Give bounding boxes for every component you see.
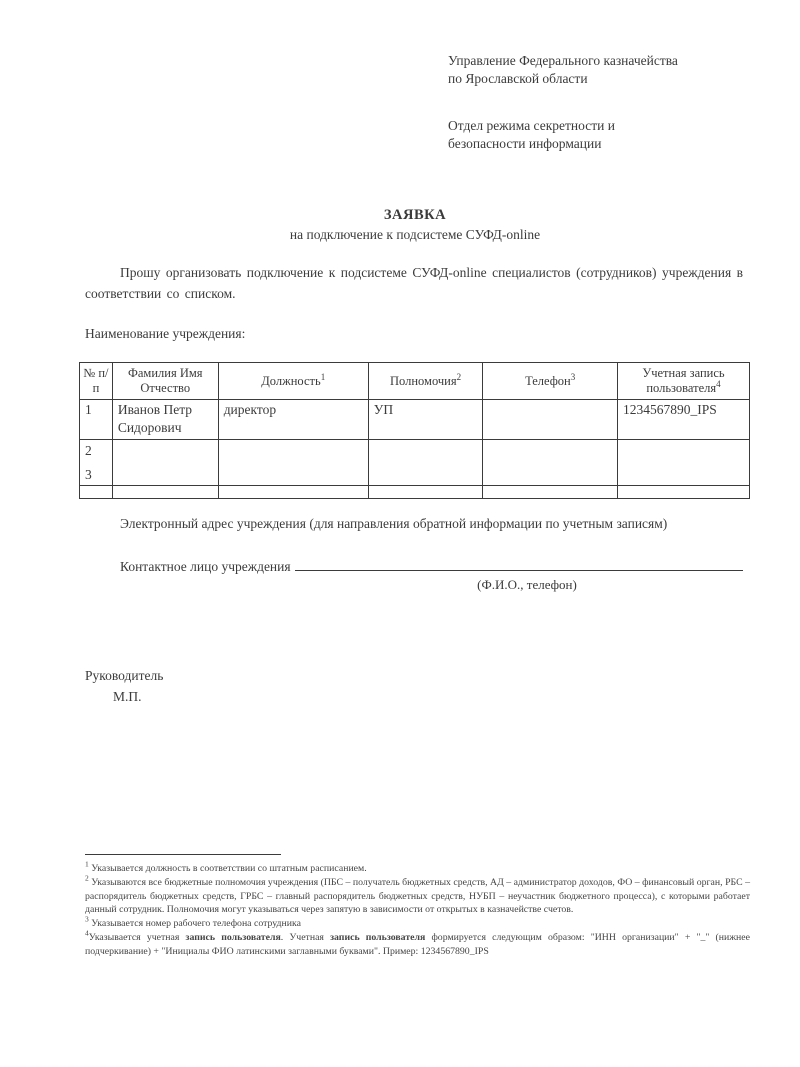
- header-account: Учетная запись пользователя$^4$: [617, 363, 749, 400]
- footnotes-block: [85, 854, 750, 959]
- recipient-org-line1: Управление Федерального казначейства: [448, 53, 678, 68]
- organization-name-label: Наименование учреждения:: [85, 326, 246, 341]
- document-subtitle: на подключение к подсистеме СУФД-online: [289, 227, 541, 242]
- header-position: Должность$^1$: [218, 363, 368, 400]
- cell-number: 2 3: [80, 440, 113, 486]
- contact-person-line: [85, 555, 743, 575]
- email-paragraph: Электронный адрес учреждения (для направления обратной информации по учетным записям): [120, 516, 668, 531]
- footnote-separator-rule: [85, 854, 281, 855]
- footnote-ref-4: 4: [716, 378, 721, 389]
- cell-number: 1: [80, 400, 113, 440]
- footnote-ref-3: 3: [570, 371, 576, 382]
- footnote-4: $^4$Указывается учетная запись пользователя. Учетная запись пользователя формируется следующим образом: "ИНН организации" + "_" (нижнее подчеркивание) + "Инициалы ФИО латинскими заглавными буквами". Пример: 1234567890_IPS: [85, 928, 750, 957]
- signature-role-label: Руководитель: [85, 668, 164, 683]
- header-number: № п/п: [80, 363, 113, 400]
- contact-person-blank-line: [295, 555, 743, 571]
- title-block: [85, 206, 745, 244]
- recipient-block: [448, 52, 748, 182]
- footnote-ref-1: 1: [320, 371, 326, 382]
- header-phone: Телефон$^3$: [483, 363, 618, 400]
- footnote-1: $^1$ Указывается должность в соответствии со штатным расписанием.: [85, 859, 367, 874]
- request-paragraph: Прошу организовать подключение к подсистеме СУФД-online специалистов (сотрудников) учреждения в соответствии со списком.: [85, 265, 743, 301]
- cell-fio: [112, 486, 218, 499]
- table-row: [80, 400, 750, 440]
- cell-authority: [368, 440, 483, 486]
- recipient-org-line2: по Ярославской области: [448, 70, 588, 86]
- cell-phone: [483, 440, 618, 486]
- cell-number: [80, 486, 113, 499]
- specialists-table: [79, 362, 750, 499]
- header-fio: Фамилия Имя Отчество: [112, 363, 218, 400]
- cell-position: [218, 440, 368, 486]
- cell-fio: Иванов Петр Сидорович: [112, 400, 218, 440]
- recipient-department: [448, 117, 748, 152]
- footnote-3: $^3$ Указывается номер рабочего телефона сотрудника: [85, 914, 301, 930]
- cell-authority: [368, 486, 483, 499]
- cell-phone: [483, 486, 618, 499]
- stamp-placeholder-label: М.П.: [113, 689, 142, 704]
- recipient-dept-line1: Отдел режима секретности и: [448, 118, 615, 133]
- cell-position: директор: [218, 400, 368, 440]
- footnote-ref-2: 2: [456, 371, 462, 382]
- document-title: ЗАЯВКА: [383, 207, 447, 223]
- header-authority: Полномочия$^2$: [368, 363, 483, 400]
- cell-authority: УП: [368, 400, 483, 440]
- cell-position: [218, 486, 368, 499]
- cell-phone: [483, 400, 618, 440]
- table-header-row: [80, 363, 750, 400]
- recipient-dept-line2: безопасности информации: [448, 135, 602, 151]
- cell-account: 1234567890_IPS: [617, 400, 749, 440]
- table-row-empty: [80, 486, 750, 499]
- table-row: [80, 440, 750, 486]
- footnote-2: $^2$ Указываются все бюджетные полномочия учреждения (ПБС – получатель бюджетных средств, АД – администратор доходов, ФО – финансовый орган, РБС – распорядитель бюджетных средств, ГРБС – главный распорядитель бюджетных средств, НУБП – неучастник бюджетного процесса), с которыми работает данный сотрудник. Полномочия могут указываться через запятую в зависимости от открытых в казначействе счетов.: [85, 873, 750, 916]
- contact-hint: (Ф.И.О., телефон): [477, 577, 577, 592]
- recipient-organization: [448, 52, 748, 87]
- contact-person-label: Контактное лицо учреждения: [120, 559, 291, 574]
- cell-account: [617, 440, 749, 486]
- cell-fio: [112, 440, 218, 486]
- cell-account: [617, 486, 749, 499]
